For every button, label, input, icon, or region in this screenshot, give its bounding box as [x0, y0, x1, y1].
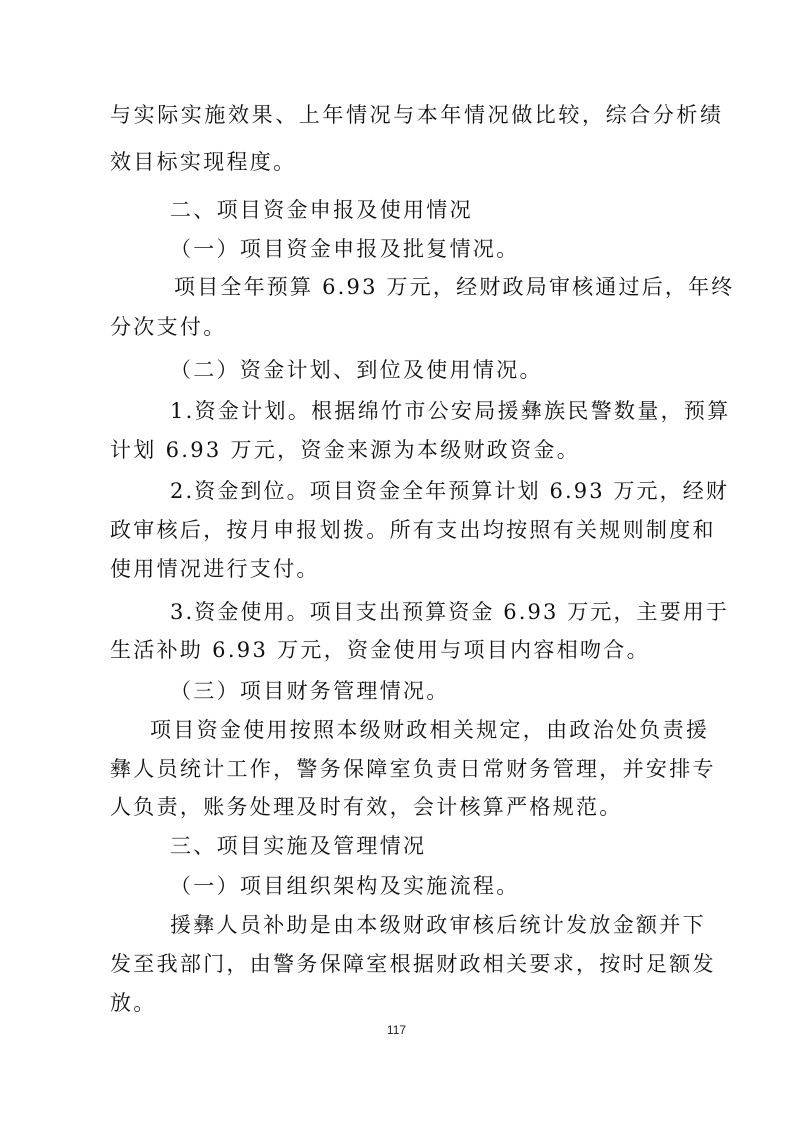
text-line-2: 效目标实现程度。 — [110, 150, 297, 174]
subsection-heading-2-1: （一）项目资金申报及批复情况。 — [170, 237, 520, 261]
text-line-23: 放。 — [110, 991, 157, 1015]
text-line-11: 政审核后，按月申报划拨。所有支出均按照有关规则制度和 — [110, 518, 716, 542]
text-line-6: 分次支付。 — [110, 315, 227, 339]
text-line-16: 项目资金使用按照本级财政相关规定，由政治处负责援 — [150, 718, 710, 742]
text-line-9: 计划 6.93 万元，资金来源为本级财政资金。 — [110, 438, 581, 462]
text-line-17: 彝人员统计工作，警务保障室负责日常财务管理，并安排专 — [110, 757, 716, 781]
section-heading-3: 三、项目实施及管理情况 — [170, 834, 427, 858]
text-line-10: 2.资金到位。项目资金全年预算计划 6.93 万元，经财 — [170, 479, 729, 503]
section-heading-2: 二、项目资金申报及使用情况 — [170, 198, 473, 222]
text-line-18: 人负责，账务处理及时有效，会计核算严格规范。 — [110, 795, 623, 819]
text-line-1: 与实际实施效果、上年情况与本年情况做比较，综合分析绩 — [110, 103, 724, 127]
text-line-14: 生活补助 6.93 万元，资金使用与项目内容相吻合。 — [110, 638, 650, 662]
subsection-heading-3-1: （一）项目组织架构及实施流程。 — [170, 874, 520, 898]
text-line-22: 发至我部门，由警务保障室根据财政相关要求，按时足额发 — [110, 952, 716, 976]
page-number: 117 — [386, 1023, 407, 1037]
text-line-21: 援彝人员补助是由本级财政审核后统计发放金额并下 — [170, 913, 706, 937]
subsection-heading-2-3: （三）项目财务管理情况。 — [170, 679, 450, 703]
text-line-5: 项目全年预算 6.93 万元，经财政局审核通过后，年终 — [174, 275, 735, 299]
subsection-heading-2-2: （二）资金计划、到位及使用情况。 — [170, 358, 543, 382]
text-line-12: 使用情况进行支付。 — [110, 557, 320, 581]
text-line-13: 3.资金使用。项目支出预算资金 6.93 万元，主要用于 — [170, 600, 729, 624]
text-line-8: 1.资金计划。根据绵竹市公安局援彝族民警数量，预算 — [170, 399, 731, 423]
